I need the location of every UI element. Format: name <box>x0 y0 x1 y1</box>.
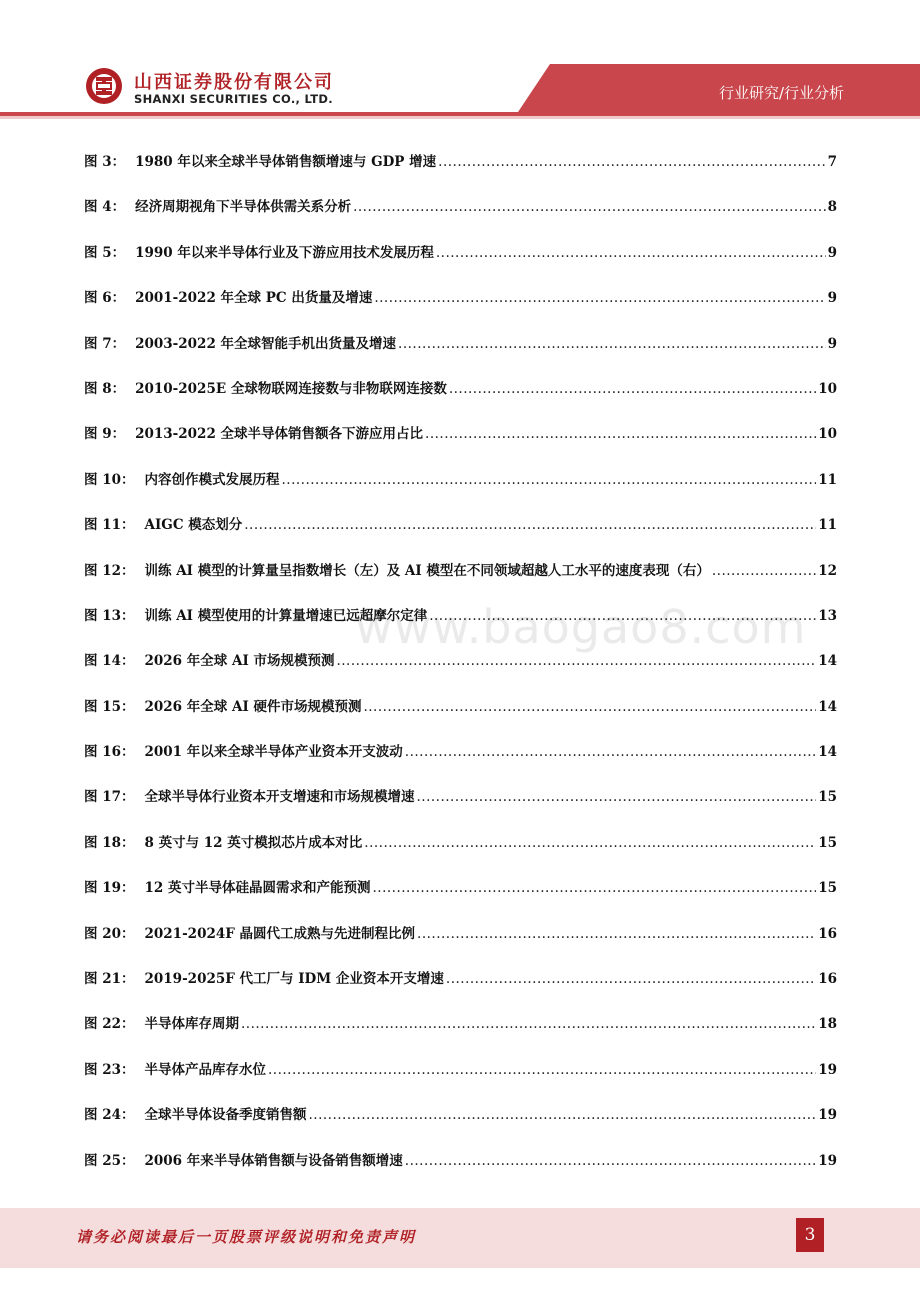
toc-entry-page: 9 <box>827 290 837 307</box>
toc-entry[interactable] <box>84 513 837 558</box>
toc-entry-page: 16 <box>818 925 837 942</box>
toc-entry-number: 图 17： <box>84 789 135 806</box>
toc-leader-dots <box>417 926 816 942</box>
toc-entry-page: 9 <box>827 244 837 261</box>
toc-leader-dots <box>244 517 816 533</box>
toc-entry-number: 图 24： <box>84 1107 135 1124</box>
toc-entry-number: 图 21： <box>84 971 135 988</box>
toc-entry[interactable] <box>84 468 837 513</box>
toc-entry-page: 12 <box>818 562 837 579</box>
toc-entry-number: 图 7： <box>84 335 126 352</box>
toc-entry-title: 2021-2024F 晶圆代工成熟与先进制程比例 <box>144 925 416 942</box>
toc-entry-page: 19 <box>818 1107 837 1124</box>
toc-entry[interactable] <box>84 876 837 921</box>
toc-leader-dots <box>374 290 825 306</box>
toc-leader-dots <box>446 971 816 987</box>
company-name-cn: 山西证券股份有限公司 <box>134 72 334 93</box>
toc-entry-number: 图 13： <box>84 607 135 624</box>
toc-leader-dots <box>438 154 825 170</box>
toc-entry-title: 2001-2022 年全球 PC 出货量及增速 <box>135 290 373 307</box>
toc-entry-title: 2026 年全球 AI 硬件市场规模预测 <box>144 698 362 715</box>
toc-leader-dots <box>282 472 817 488</box>
toc-entry-page: 18 <box>818 1016 837 1033</box>
toc-entry[interactable] <box>84 1103 837 1148</box>
toc-entry-title: 2001 年以来全球半导体产业资本开支波动 <box>144 744 403 761</box>
toc-entry[interactable] <box>84 831 837 876</box>
page-header <box>0 0 920 120</box>
toc-entry[interactable] <box>84 195 837 240</box>
toc-entry-title: 2026 年全球 AI 市场规模预测 <box>144 653 335 670</box>
watermark: www.baogao8.com <box>355 600 807 654</box>
toc-leader-dots <box>373 880 817 896</box>
section-label: 行业研究/行业分析 <box>718 84 844 102</box>
toc-entry-page: 8 <box>827 199 837 216</box>
toc-entry[interactable] <box>84 150 837 195</box>
toc-entry-number: 图 19： <box>84 880 135 897</box>
figure-list <box>84 150 837 1194</box>
toc-entry-title: 2013-2022 全球半导体销售额各下游应用占比 <box>135 426 424 443</box>
toc-entry-title: 2019-2025F 代工厂与 IDM 企业资本开支增速 <box>144 971 444 988</box>
toc-entry-title: 2003-2022 年全球智能手机出货量及增速 <box>135 335 397 352</box>
toc-leader-dots <box>364 835 816 851</box>
toc-entry-number: 图 22： <box>84 1016 135 1033</box>
toc-entry-page: 14 <box>818 744 837 761</box>
disclaimer-text: 请务必阅读最后一页股票评级说明和免责声明 <box>76 1228 417 1246</box>
toc-entry[interactable] <box>84 967 837 1012</box>
toc-entry-number: 图 4： <box>84 199 126 216</box>
toc-leader-dots <box>241 1016 816 1032</box>
toc-entry[interactable] <box>84 740 837 785</box>
toc-entry-title: AIGC 模态划分 <box>144 517 243 534</box>
toc-entry-number: 图 23： <box>84 1061 135 1078</box>
toc-entry-title: 内容创作模式发展历程 <box>144 471 280 488</box>
toc-entry-title: 12 英寸半导体硅晶圆需求和产能预测 <box>144 880 371 897</box>
toc-leader-dots <box>309 1107 817 1123</box>
toc-leader-dots <box>398 336 826 352</box>
toc-entry-number: 图 5： <box>84 244 126 261</box>
toc-entry-page: 15 <box>818 789 837 806</box>
toc-entry-title: 经济周期视角下半导体供需关系分析 <box>135 199 352 216</box>
toc-entry[interactable] <box>84 241 837 286</box>
toc-entry[interactable] <box>84 1012 837 1057</box>
company-name-en: SHANXI SECURITIES CO., LTD. <box>134 92 333 106</box>
toc-entry-number: 图 12： <box>84 562 135 579</box>
toc-entry[interactable] <box>84 1058 837 1103</box>
toc-entry-page: 14 <box>818 653 837 670</box>
toc-entry-page: 15 <box>818 880 837 897</box>
toc-entry-page: 10 <box>818 380 837 397</box>
toc-entry-page: 11 <box>818 471 837 488</box>
toc-entry-number: 图 15： <box>84 698 135 715</box>
toc-leader-dots <box>268 1062 816 1078</box>
toc-entry-number: 图 6： <box>84 290 126 307</box>
toc-entry-number: 图 18： <box>84 834 135 851</box>
toc-entry-title: 2006 年来半导体销售额与设备销售额增速 <box>144 1152 403 1169</box>
toc-entry-title: 半导体产品库存水位 <box>144 1061 266 1078</box>
toc-entry-number: 图 20： <box>84 925 135 942</box>
toc-entry-number: 图 10： <box>84 471 135 488</box>
toc-entry-number: 图 14： <box>84 653 135 670</box>
toc-entry-title: 全球半导体行业资本开支增速和市场规模增速 <box>144 789 415 806</box>
toc-entry-title: 1980 年以来全球半导体销售额增速与 GDP 增速 <box>135 154 437 170</box>
toc-entry-number: 图 11： <box>84 517 135 534</box>
toc-leader-dots <box>405 1153 816 1169</box>
toc-entry-title: 半导体库存周期 <box>144 1016 239 1033</box>
toc-entry-title: 全球半导体设备季度销售额 <box>144 1107 307 1124</box>
toc-entry[interactable] <box>84 604 837 649</box>
toc-entry-page: 19 <box>818 1061 837 1078</box>
toc-entry-page: 14 <box>818 698 837 715</box>
toc-leader-dots <box>405 744 816 760</box>
toc-entry-page: 19 <box>818 1152 837 1169</box>
toc-entry-number: 图 16： <box>84 744 135 761</box>
shanxi-securities-logo-icon <box>84 66 124 106</box>
toc-leader-dots <box>336 653 816 669</box>
toc-entry[interactable] <box>84 559 837 604</box>
toc-entry-page: 11 <box>818 517 837 534</box>
toc-entry-number: 图 3： <box>84 154 126 170</box>
toc-entry-page: 10 <box>818 426 837 443</box>
toc-leader-dots <box>417 789 817 805</box>
toc-leader-dots <box>425 426 816 442</box>
toc-entry-page: 15 <box>818 834 837 851</box>
toc-entry[interactable] <box>84 922 837 967</box>
toc-leader-dots <box>436 245 826 261</box>
page-number: 3 <box>796 1218 824 1252</box>
toc-entry-page: 13 <box>818 607 837 624</box>
toc-leader-dots <box>353 199 826 215</box>
toc-entry-page: 9 <box>827 335 837 352</box>
toc-entry-title: 训练 AI 模型的计算量呈指数增长（左）及 AI 模型在不同领域超越人工水平的速度表现（右） <box>144 562 710 579</box>
toc-leader-dots <box>449 381 816 397</box>
toc-entry-title: 2010-2025E 全球物联网连接数与非物联网连接数 <box>135 380 447 397</box>
toc-entry[interactable] <box>84 649 837 694</box>
toc-entry[interactable] <box>84 377 837 422</box>
toc-entry-number: 图 9： <box>84 426 126 443</box>
toc-leader-dots <box>712 563 816 579</box>
toc-entry[interactable] <box>84 785 837 830</box>
toc-entry-title: 1990 年以来半导体行业及下游应用技术发展历程 <box>135 244 434 261</box>
toc-entry[interactable] <box>84 695 837 740</box>
page-footer <box>0 1208 920 1268</box>
toc-entry-number: 图 25： <box>84 1152 135 1169</box>
toc-entry[interactable] <box>84 332 837 377</box>
toc-entry[interactable] <box>84 422 837 467</box>
toc-leader-dots <box>429 608 816 624</box>
toc-entry[interactable] <box>84 286 837 331</box>
toc-entry[interactable] <box>84 1149 837 1194</box>
toc-entry-title: 训练 AI 模型使用的计算量增速已远超摩尔定律 <box>144 607 428 624</box>
toc-entry-page: 16 <box>818 971 837 988</box>
toc-entry-page: 7 <box>827 154 837 170</box>
toc-entry-number: 图 8： <box>84 380 126 397</box>
toc-leader-dots <box>363 699 816 715</box>
toc-entry-title: 8 英寸与 12 英寸模拟芯片成本对比 <box>144 834 363 851</box>
